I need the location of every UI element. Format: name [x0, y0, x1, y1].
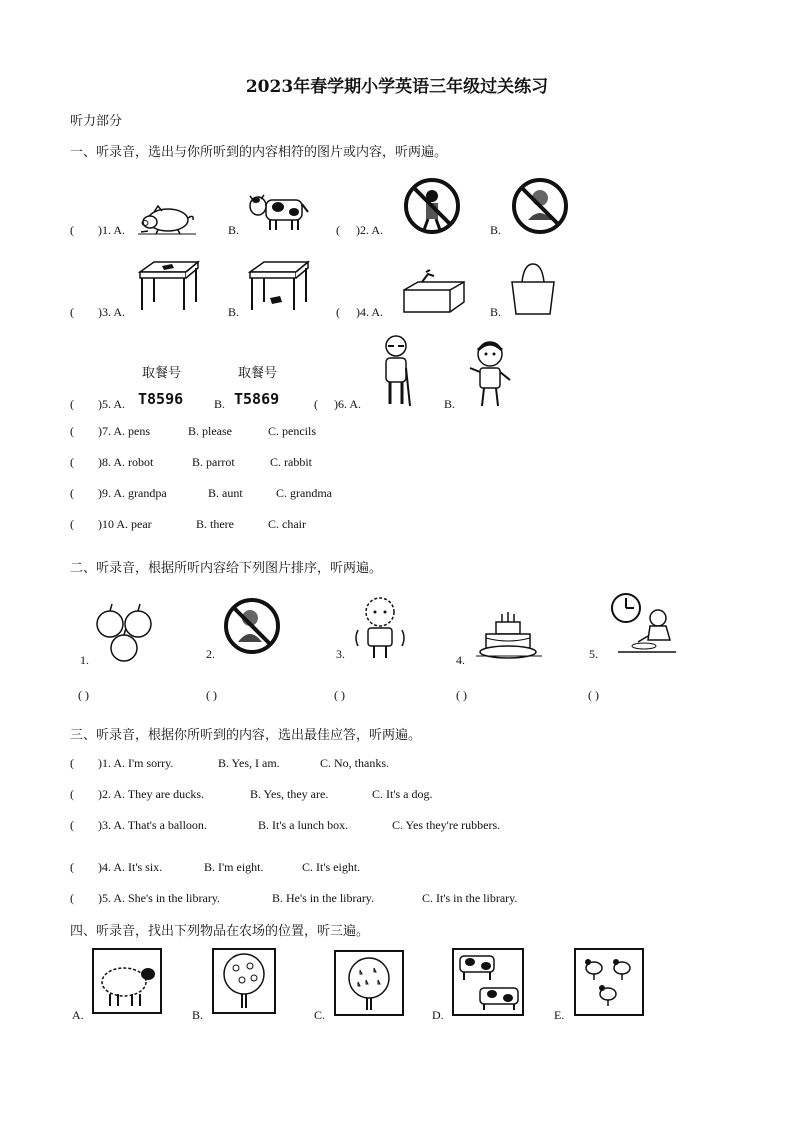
hens-picture: [574, 948, 644, 1016]
section-2-heading: 二、听录音，根据所听内容给下列图片排序，听两遍。: [70, 561, 383, 576]
q7-option-a: )7. A. pens: [98, 424, 150, 438]
s3-q5-option-a: )5. A. She's in the library.: [98, 891, 221, 905]
s3-q2-option-b: B. Yes, they are.: [250, 787, 329, 801]
s2-number-5: 5.: [589, 647, 598, 661]
s3-answer-blank-5[interactable]: (: [70, 891, 74, 905]
bag-picture: [508, 262, 558, 318]
q4-label: )4. A.: [356, 305, 383, 319]
q6-label: )6. A.: [334, 397, 361, 411]
grandpa-picture: [378, 334, 414, 408]
s2-answer-blank-1[interactable]: ( ): [78, 688, 89, 702]
q9-option-a: )9. A. grandpa: [98, 486, 167, 500]
q10-option-b: B. there: [196, 517, 234, 531]
s2-number-2: 2.: [206, 647, 215, 661]
s3-q4-option-a: )4. A. It's six.: [98, 860, 163, 874]
answer-blank-q9[interactable]: (: [70, 486, 74, 500]
q3-label: )3. A.: [98, 305, 125, 319]
q6-option-b-label: B.: [444, 397, 456, 411]
q2-label: )2. A.: [356, 223, 383, 237]
s4-label-b: B.: [192, 1008, 204, 1022]
s3-q1-option-b: B. Yes, I am.: [218, 756, 280, 770]
s2-answer-blank-4[interactable]: ( ): [456, 688, 467, 702]
s3-q5-option-b: B. He's in the library.: [272, 891, 375, 905]
answer-blank-q5[interactable]: (: [70, 397, 74, 411]
no-eating-sign-picture: [510, 176, 570, 236]
q10-option-c: C. chair: [268, 517, 306, 531]
meal-ticket-a-label: 取餐号: [142, 366, 182, 381]
q7-option-c: C. pencils: [268, 424, 316, 438]
answer-blank-q2[interactable]: (: [336, 223, 340, 237]
boy-shaking-picture: [352, 594, 408, 660]
cows-picture: [452, 948, 524, 1016]
q5-label: )5. A.: [98, 397, 125, 411]
grandma-picture: [468, 340, 514, 410]
answer-blank-q1[interactable]: (: [70, 223, 74, 237]
sheep-picture: [92, 948, 162, 1014]
s3-answer-blank-2[interactable]: (: [70, 787, 74, 801]
answer-blank-q7[interactable]: (: [70, 424, 74, 438]
s4-label-e: E.: [554, 1008, 565, 1022]
s3-q4-option-c: C. It's eight.: [302, 860, 361, 874]
s2-answer-blank-3[interactable]: ( ): [334, 688, 345, 702]
no-running-sign-picture: [402, 176, 462, 236]
answer-blank-q6[interactable]: (: [314, 397, 318, 411]
s4-label-d: D.: [432, 1008, 444, 1022]
birthday-cake-picture: [474, 608, 544, 662]
s4-label-c: C.: [314, 1008, 326, 1022]
apples-picture: [94, 600, 154, 664]
s3-q4-option-b: B. I'm eight.: [204, 860, 264, 874]
pear-tree-picture: [334, 950, 404, 1016]
meal-ticket-b-label: 取餐号: [238, 366, 278, 381]
q7-option-b: B. please: [188, 424, 232, 438]
s3-answer-blank-1[interactable]: (: [70, 756, 74, 770]
section-4-heading: 四、听录音，找出下列物品在农场的位置，听三遍。: [70, 924, 370, 939]
answer-blank-q3[interactable]: (: [70, 305, 74, 319]
s2-number-1: 1.: [80, 653, 89, 667]
q8-option-b: B. parrot: [192, 455, 235, 469]
item-on-desk-picture: [136, 258, 202, 314]
apple-tree-picture: [212, 948, 276, 1014]
q9-option-b: B. aunt: [208, 486, 243, 500]
q8-option-a: )8. A. robot: [98, 455, 154, 469]
q8-option-c: C. rabbit: [270, 455, 312, 469]
q4-option-b-label: B.: [490, 305, 502, 319]
s2-number-4: 4.: [456, 653, 465, 667]
s2-answer-blank-5[interactable]: ( ): [588, 688, 599, 702]
q5-option-b-label: B.: [214, 397, 226, 411]
s4-label-a: A.: [72, 1008, 84, 1022]
box-picture: [402, 270, 466, 314]
cow-picture: [248, 190, 310, 234]
section-3-heading: 三、听录音，根据你所听到的内容，选出最佳应答，听两遍。: [70, 728, 422, 743]
s3-q3-option-c: C. Yes they're rubbers.: [392, 818, 501, 832]
s2-number-3: 3.: [336, 647, 345, 661]
answer-blank-q8[interactable]: (: [70, 455, 74, 469]
s3-q1-option-a: )1. A. I'm sorry.: [98, 756, 174, 770]
s3-q2-option-c: C. It's a dog.: [372, 787, 433, 801]
s3-q5-option-c: C. It's in the library.: [422, 891, 518, 905]
item-under-desk-picture: [246, 258, 312, 314]
s3-q2-option-a: )2. A. They are ducks.: [98, 787, 205, 801]
s2-answer-blank-2[interactable]: ( ): [206, 688, 217, 702]
no-eating-sign-2-picture: [222, 596, 282, 656]
meal-ticket-a-code: T8596: [138, 390, 184, 408]
q9-option-c: C. grandma: [276, 486, 332, 500]
part-label: 听力部分: [70, 114, 123, 129]
answer-blank-q10[interactable]: (: [70, 517, 74, 531]
q1-option-b-label: B.: [228, 223, 240, 237]
page-title: 2023年春学期小学英语三年级过关练习: [245, 77, 549, 97]
meal-ticket-b-code: T5869: [234, 390, 280, 408]
q2-option-b-label: B.: [490, 223, 502, 237]
s3-answer-blank-4[interactable]: (: [70, 860, 74, 874]
answer-blank-q4[interactable]: (: [336, 305, 340, 319]
boy-eating-clock-picture: [608, 592, 680, 658]
q3-option-b-label: B.: [228, 305, 240, 319]
s3-q3-option-b: B. It's a lunch box.: [258, 818, 349, 832]
pig-picture: [138, 200, 200, 236]
s3-answer-blank-3[interactable]: (: [70, 818, 74, 832]
q10-option-a: )10 A. pear: [98, 517, 152, 531]
section-1-heading: 一、听录音，选出与你所听到的内容相符的图片或内容，听两遍。: [70, 145, 448, 160]
s3-q1-option-c: C. No, thanks.: [320, 756, 389, 770]
s3-q3-option-a: )3. A. That's a balloon.: [98, 818, 207, 832]
q1-label: )1. A.: [98, 223, 125, 237]
